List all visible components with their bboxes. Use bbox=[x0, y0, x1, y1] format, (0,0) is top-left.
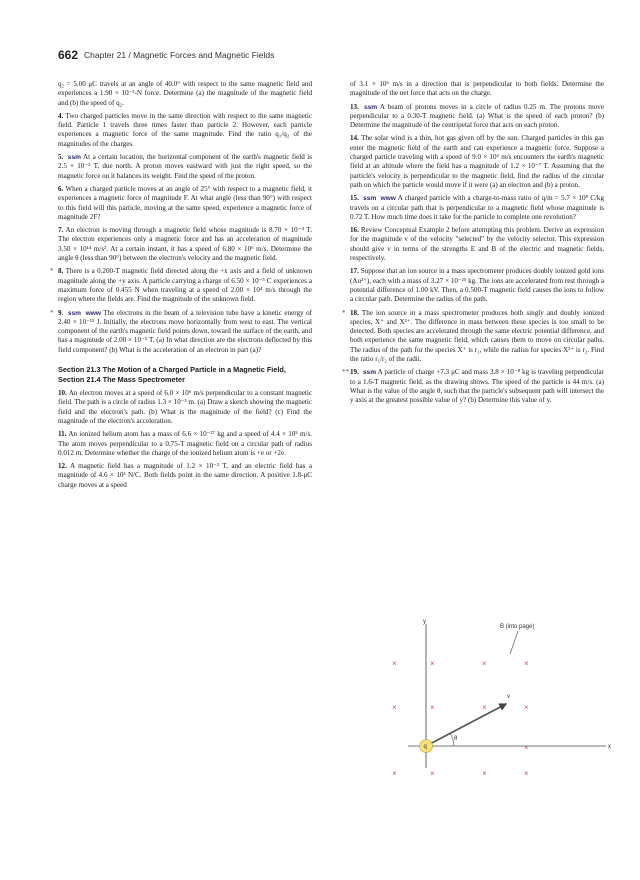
ssm-tag: ssm bbox=[67, 154, 81, 162]
problem-number: 6. bbox=[58, 184, 64, 193]
difficulty-marker: * bbox=[342, 308, 346, 317]
right-column bbox=[342, 80, 605, 410]
problem-text: There is a 0.200-T magnetic field directed along the +x axis and a field of unknown magnitude along the +y axis. A particle carrying a charge of 6.50 × 10⁻⁵ C experiences a maximum force of 0.455 N when traveling at a speed of 2.00 × 10⁴ m/s through the region where the fields are. Find the magnitude of the unknown field. bbox=[58, 267, 312, 304]
velocity-vector bbox=[426, 704, 506, 746]
www-tag: www bbox=[85, 309, 101, 317]
problem-text: When a charged particle moves at an angle of 25° with respect to a magnetic field, it experiences a magnetic force of magnitude F. At what angle (less than 90°) with respect to this field will this particle, moving at the same speed, experience a magnetic force of magnitude 2F? bbox=[58, 184, 312, 221]
problem-15 bbox=[350, 194, 604, 222]
field-x-mark: × bbox=[524, 769, 529, 778]
field-x-mark: × bbox=[392, 769, 397, 778]
problem-12-continuation: of 3.1 × 10⁶ m/s in a direction that is perpendicular to both fields. Determine the magnitude of the net force that acts on the charge. bbox=[350, 80, 604, 98]
b-label-leader bbox=[510, 631, 518, 654]
field-x-mark: × bbox=[392, 659, 397, 668]
y-axis-label: y bbox=[423, 619, 426, 625]
difficulty-marker: * bbox=[50, 308, 54, 317]
difficulty-marker: ** bbox=[342, 368, 349, 377]
left-column bbox=[50, 80, 313, 494]
problem-4 bbox=[58, 112, 312, 149]
field-x-mark: × bbox=[482, 769, 487, 778]
difficulty-marker: * bbox=[50, 267, 54, 276]
problem-number: 9. bbox=[58, 308, 64, 317]
x-axis-label: x bbox=[608, 744, 611, 750]
problem-6 bbox=[58, 185, 312, 222]
field-x-mark: × bbox=[524, 659, 529, 668]
problem-number: 14. bbox=[350, 134, 359, 143]
problem-number: 5. bbox=[58, 153, 64, 162]
problem-number: 17. bbox=[350, 267, 359, 276]
b-field-label: B (into page) bbox=[500, 624, 535, 630]
field-x-mark: × bbox=[524, 703, 529, 712]
problem-number: 4. bbox=[58, 111, 64, 120]
field-x-mark: × bbox=[392, 703, 397, 712]
ssm-tag: ssm bbox=[363, 195, 377, 203]
www-tag: www bbox=[380, 195, 396, 203]
page-header bbox=[58, 46, 598, 68]
problem-text: A magnetic field has a magnitude of 1.2 × 10⁻³ T, and an electric field has a magnitude of 4.6 × 10³ N/C. Both fields point in the same direction. A positive 1.8-μC charge moves at a speed bbox=[58, 462, 312, 489]
problem-19 bbox=[342, 368, 604, 405]
velocity-label: v bbox=[507, 694, 510, 700]
problem-number: 13. bbox=[350, 102, 359, 111]
ssm-tag: ssm bbox=[363, 103, 378, 111]
problem-13 bbox=[350, 103, 604, 131]
problem-19-figure bbox=[388, 618, 618, 778]
problem-text: Suppose that an ion source in a mass spectrometer produces doubly ionized gold ions (Au²⁺), each with a mass of 3.27 × 10⁻²⁵ kg. The ions are accelerated from rest through a potential difference of 1.00 kV. Then, a 0.500-T magnetic field causes the ions to follow a circular path. Determine the radius of the path. bbox=[350, 267, 605, 304]
running-head: Chapter 21 / Magnetic Forces and Magnetic Fields bbox=[84, 50, 275, 60]
page-number: 662 bbox=[58, 48, 79, 62]
problem-text: A beam of protons moves in a circle of radius 0.25 m. The protons move perpendicular to a 0.30-T magnetic field. (a) What is the speed of each proton? (b) Determine the magnitude of the centripetal force that acts on each proton. bbox=[350, 102, 604, 130]
problem-14 bbox=[350, 134, 604, 190]
problem-5 bbox=[58, 153, 312, 181]
problem-10 bbox=[58, 389, 312, 426]
problem-text: The electrons in the beam of a television tube have a kinetic energy of 2.40 × 10⁻¹⁵ J. Initially, the electrons move horizontally from west to east. The vertical component of the earth's magnetic field points down, toward the surface of the earth, and has a magnitude of 2.00 × 10⁻⁵ T. (a) In what direction are the electrons deflected by this field component? (b) What is the acceleration of an electron in part (a)? bbox=[58, 308, 312, 354]
problem-11 bbox=[58, 430, 312, 458]
field-x-mark: × bbox=[430, 769, 435, 778]
problem-12 bbox=[58, 462, 312, 490]
problem-number: 7. bbox=[58, 226, 64, 235]
problem-7 bbox=[58, 226, 312, 263]
problem-text: An electron moves at a speed of 6.0 × 10⁶ m/s perpendicular to a constant magnetic field. The path is a circle of radius 1.3 × 10⁻³ m. (a) Draw a sketch showing the magnetic field and the electron's path. (b) What is the magnitude of the field? (c) Find the magnitude of the electron's acceleration. bbox=[58, 389, 312, 425]
problem-17 bbox=[350, 267, 604, 304]
problem-text: At a certain location, the horizontal component of the earth's magnetic field is 2.5 × 10⁻⁵ T, due north. A proton moves eastward with just the right speed, so the magnetic force on it balances its weight. Find the speed of the proton. bbox=[58, 153, 312, 180]
theta-label: θ bbox=[454, 736, 458, 742]
problem-18 bbox=[342, 308, 604, 365]
problem-number: 10. bbox=[58, 389, 67, 398]
ssm-tag: ssm bbox=[362, 369, 377, 377]
problem-number: 19. bbox=[350, 368, 359, 377]
problem-number: 12. bbox=[58, 462, 67, 471]
problem-number: 8. bbox=[58, 267, 64, 276]
problem-number: 15. bbox=[350, 194, 359, 203]
problem-text: Review Conceptual Example 2 before attempting this problem. Derive an expression for the magnitude v of the velocity "selected" by the velocity selector. This expression should give v in terms of the strengths E and B of the electric and magnetic fields, respectively. bbox=[350, 226, 604, 263]
field-x-mark: × bbox=[524, 743, 529, 752]
problem-number: 18. bbox=[350, 308, 359, 317]
field-x-mark: × bbox=[482, 659, 487, 668]
problem-16 bbox=[350, 226, 604, 263]
problem-number: 11. bbox=[58, 430, 67, 439]
problem-text: The solar wind is a thin, hot gas given off by the sun. Charged particles in this gas enter the magnetic field of the earth and can experience a magnetic force. Suppose a charged particle traveling with a speed of 9.0 × 10⁶ m/s encounters the earth's magnetic field at an altitude where the field has a magnitude of 1.2 × 10⁻⁷ T. Assuming that the particle's velocity is perpendicular to the magnetic field, find the radius of the circular path on which the particle would move if it were (a) an electron and (b) a proton. bbox=[350, 134, 604, 189]
problem-text: A charged particle with a charge-to-mass ratio of q/m = 5.7 × 10⁸ C/kg travels on a circular path that is perpendicular to a magnetic field whose magnitude is 0.72 T. How much time does it take for the particle to complete one revolution? bbox=[350, 194, 604, 221]
charge-label: q bbox=[423, 744, 427, 750]
problem-text: An electron is moving through a magnetic field whose magnitude is 8.70 × 10⁻⁴ T. The electron experiences only a magnetic force and has an acceleration of magnitude 3.50 × 10¹⁴ m/s². At a certain instant, it has a speed of 6.80 × 10⁶ m/s. Determine the angle θ (less than 90°) between the electron's velocity and the magnetic field. bbox=[58, 226, 312, 263]
problem-text: An ionized helium atom has a mass of 6.6 × 10⁻²⁷ kg and a speed of 4.4 × 10⁵ m/s. The atom moves perpendicular to a 0.75-T magnetic field on a circular path of radius 0.012 m. Determine whether the charge of the ionized helium atom is +e or +2e. bbox=[58, 430, 313, 457]
section-heading: Section 21.3 The Motion of a Charged Particle in a Magnetic Field, Section 21.4 The Mass Spectrometer bbox=[58, 365, 286, 384]
ssm-tag: ssm bbox=[67, 309, 82, 317]
problem-3-continuation: q₂ = 5.00 μC travels at an angle of 40.0° with respect to the same magnetic field and experiences a 1.90 × 10⁻³-N force. Determine (a) the magnitude of the magnetic field and (b) the speed of q₂. bbox=[58, 80, 312, 107]
field-x-mark: × bbox=[430, 659, 435, 668]
problem-text: The ion source in a mass spectrometer produces both singly and doubly ionized species, X⁺ and X²⁺. The difference in mass between these species is too small to be detected. Both species are accelerated through the same electric potential difference, and both experience the same magnetic field, which causes them to move on circular paths. The radius of the path for the species X⁺ is r₁, while the radius for species X²⁺ is r₂. Find the ratio r₁/r₂ of the radii. bbox=[350, 308, 604, 364]
problem-text: A particle of charge +7.3 μC and mass 3.8 × 10⁻⁸ kg is traveling perpendicular to a 1.6-T magnetic field, as the drawing shows. The speed of the particle is 44 m/s. (a) What is the value of the angle θ, such that the particle's subsequent path will intersect the y axis at the greatest possible value of y? (b) Determine this value of y. bbox=[350, 368, 604, 405]
problem-8 bbox=[50, 267, 312, 304]
problem-9 bbox=[50, 308, 312, 355]
problem-number: 16. bbox=[350, 226, 359, 235]
problem-text: Two charged particles move in the same direction with respect to the same magnetic field. Particle 1 travels three times faster than particle 2. However, each particle experiences a magnetic force of the same magnitude. Find the ratio q₁/q₂ of the magnitudes of the charges. bbox=[58, 111, 312, 148]
field-x-mark: × bbox=[482, 703, 487, 712]
field-x-mark: × bbox=[430, 703, 435, 712]
